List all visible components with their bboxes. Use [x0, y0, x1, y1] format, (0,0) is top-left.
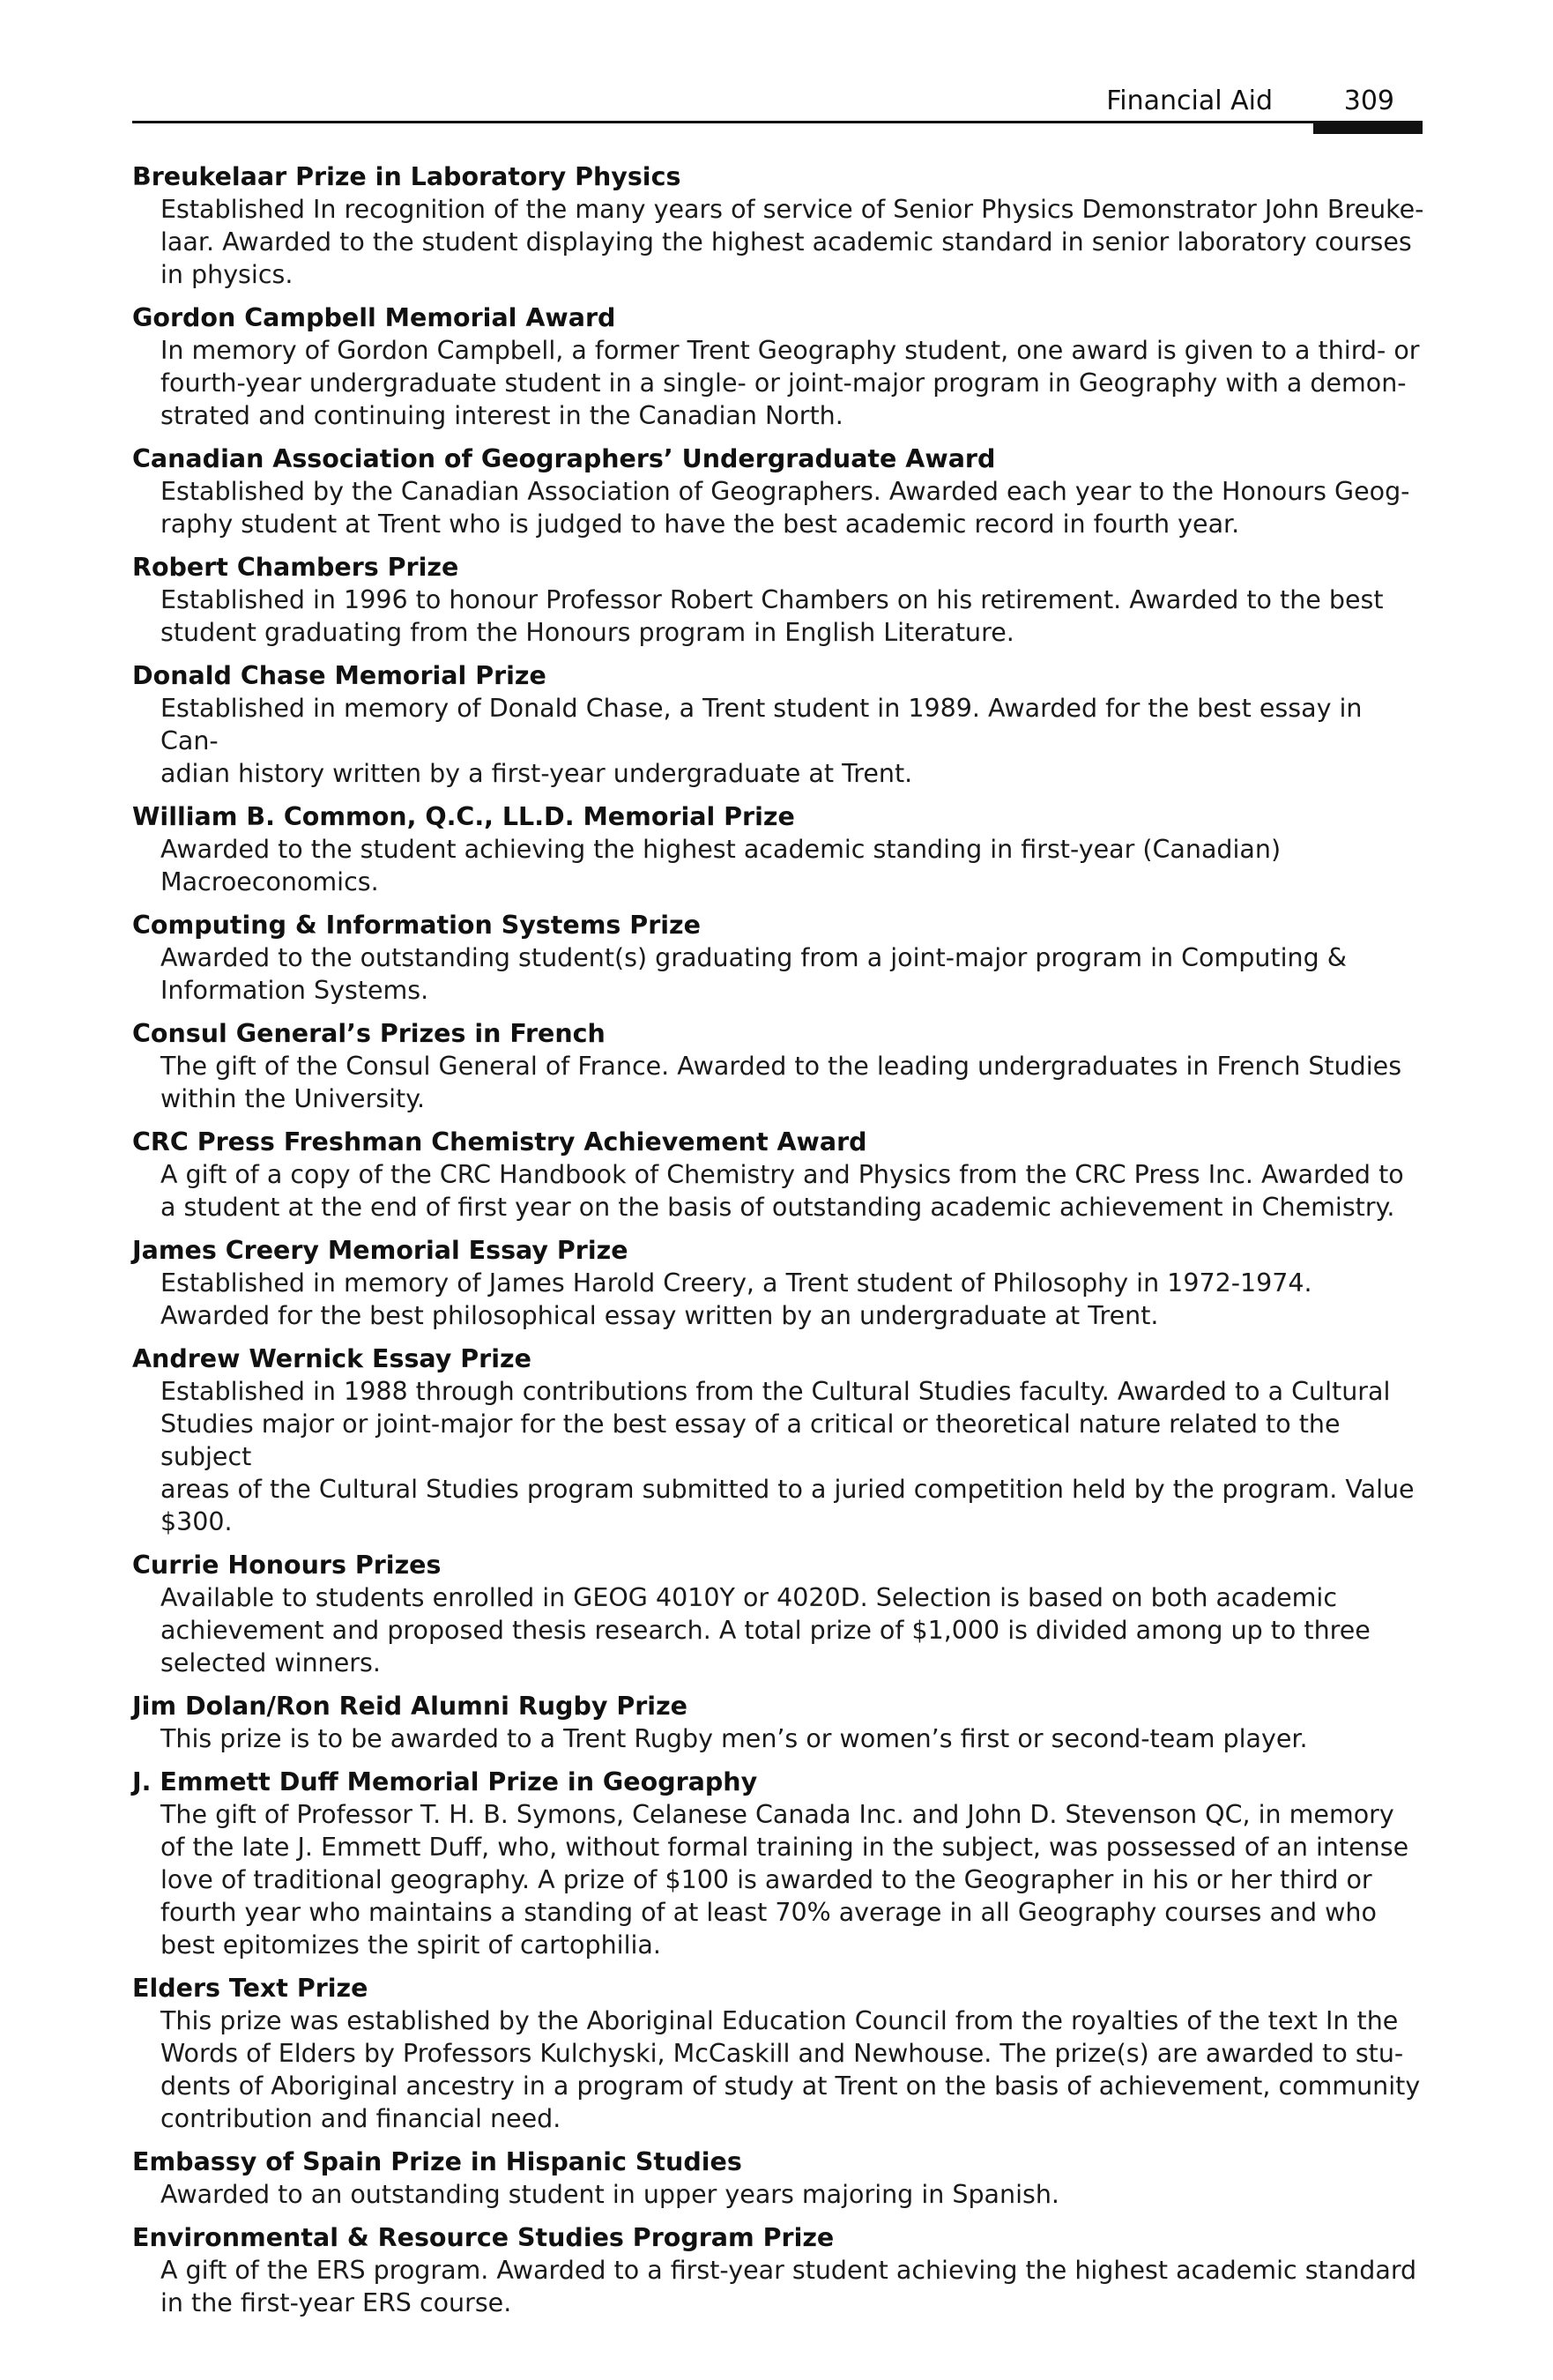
prize-entry — [132, 1766, 1426, 1961]
prize-title: Jim Dolan/Ron Reid Alumni Rugby Prize — [132, 1692, 687, 1721]
header-rule — [132, 121, 1423, 123]
prize-description — [160, 475, 1426, 540]
description-line: raphy student at Trent who is judged to have the best academic record in fourth year. — [160, 509, 1240, 539]
prize-entry — [132, 1342, 1426, 1538]
description-line: Awarded to an outstanding student in upper years majoring in Spanish. — [160, 2180, 1059, 2209]
prize-description — [160, 1375, 1426, 1538]
description-line: selected winners. — [160, 1648, 381, 1677]
description-line: In memory of Gordon Campbell, a former Trent Geography student, one award is given to a third- or — [160, 336, 1420, 365]
description-line: love of traditional geography. A prize of $100 is awarded to the Geographer in his or her third or — [160, 1865, 1372, 1894]
prize-description — [160, 1267, 1426, 1332]
prize-title: Breukelaar Prize in Laboratory Physics — [132, 162, 681, 191]
prize-entry — [132, 1126, 1426, 1223]
prize-description — [160, 833, 1426, 898]
description-line: a student at the end of first year on the basis of outstanding academic achievement in Chemistry. — [160, 1193, 1395, 1222]
prize-description — [160, 334, 1426, 432]
description-line: strated and continuing interest in the Canadian North. — [160, 401, 843, 430]
description-line: within the University. — [160, 1084, 426, 1113]
description-line: Available to students enrolled in GEOG 4010Y or 4020D. Selection is based on both academic — [160, 1583, 1338, 1612]
description-line: areas of the Cultural Studies program submitted to a juried competition held by the program. Value — [160, 1475, 1415, 1504]
prize-entry — [132, 443, 1426, 540]
description-line: A gift of a copy of the CRC Handbook of Chemistry and Physics from the CRC Press Inc. Awarded to — [160, 1160, 1404, 1189]
prize-title: Donald Chase Memorial Prize — [132, 661, 546, 690]
prize-title: CRC Press Freshman Chemistry Achievement Award — [132, 1127, 867, 1157]
description-line: Macroeconomics. — [160, 867, 379, 896]
prize-description — [160, 193, 1426, 291]
description-line: Awarded to the outstanding student(s) graduating from a joint-major program in Computing & — [160, 943, 1347, 972]
description-line: laar. Awarded to the student displaying the highest academic standard in senior laboratory courses — [160, 227, 1412, 257]
prize-entry — [132, 2221, 1426, 2319]
running-head-section: Financial Aid — [1106, 86, 1273, 116]
prize-entry — [132, 1549, 1426, 1679]
prize-description — [160, 1050, 1426, 1115]
prize-title: J. Emmett Duff Memorial Prize in Geography — [132, 1767, 758, 1796]
prize-description — [160, 1158, 1426, 1223]
prize-title: Robert Chambers Prize — [132, 553, 459, 582]
prize-description — [160, 941, 1426, 1007]
prize-description — [160, 2004, 1426, 2135]
page-number: 309 — [1343, 86, 1394, 116]
prize-description — [160, 1798, 1426, 1961]
page-header — [132, 78, 1423, 123]
prize-title: William B. Common, Q.C., LL.D. Memorial Prize — [132, 802, 795, 831]
description-line: best epitomizes the spirit of cartophilia. — [160, 1930, 661, 1960]
prize-entry — [132, 800, 1426, 898]
prize-list — [132, 160, 1426, 2330]
description-line: A gift of the ERS program. Awarded to a first-year student achieving the highest academic standard — [160, 2256, 1417, 2285]
prize-entry — [132, 1690, 1426, 1755]
description-line: Awarded to the student achieving the highest academic standing in first-year (Canadian) — [160, 835, 1282, 864]
prize-entry — [132, 1972, 1426, 2135]
prize-entry — [132, 1017, 1426, 1115]
description-line: Established in 1996 to honour Professor Robert Chambers on his retirement. Awarded to the best — [160, 585, 1384, 614]
description-line: Established by the Canadian Association of Geographers. Awarded each year to the Honours Geog- — [160, 477, 1410, 506]
description-line: Established in memory of James Harold Creery, a Trent student of Philosophy in 1972-1974. — [160, 1268, 1312, 1298]
prize-entry — [132, 909, 1426, 1007]
description-line: Words of Elders by Professors Kulchyski, McCaskill and Newhouse. The prize(s) are awarded to stu- — [160, 2039, 1404, 2068]
description-line: This prize is to be awarded to a Trent Rugby men’s or women’s first or second-team player. — [160, 1724, 1308, 1753]
description-line: fourth-year undergraduate student in a single- or joint-major program in Geography with a demon- — [160, 368, 1407, 398]
description-line: student graduating from the Honours program in English Literature. — [160, 618, 1014, 647]
prize-title: James Creery Memorial Essay Prize — [132, 1236, 628, 1265]
header-bar — [1313, 122, 1423, 134]
prize-title: Embassy of Spain Prize in Hispanic Studies — [132, 2147, 742, 2176]
prize-entry — [132, 1234, 1426, 1332]
prize-title: Computing & Information Systems Prize — [132, 911, 701, 940]
prize-title: Elders Text Prize — [132, 1974, 368, 2003]
description-line: Awarded for the best philosophical essay written by an undergraduate at Trent. — [160, 1301, 1159, 1330]
description-line: adian history written by a first-year undergraduate at Trent. — [160, 759, 913, 788]
prize-description — [160, 1581, 1426, 1679]
prize-title: Currie Honours Prizes — [132, 1551, 442, 1580]
prize-description — [160, 2178, 1426, 2211]
prize-description — [160, 2254, 1426, 2319]
prize-title: Gordon Campbell Memorial Award — [132, 303, 616, 332]
prize-title: Canadian Association of Geographers’ Undergraduate Award — [132, 444, 996, 473]
description-line: fourth year who maintains a standing of at least 70% average in all Geography courses and who — [160, 1898, 1377, 1927]
description-line: Studies major or joint-major for the best essay of a critical or theoretical nature related to the subject — [160, 1409, 1341, 1471]
prize-entry — [132, 2146, 1426, 2211]
description-line: dents of Aboriginal ancestry in a program of study at Trent on the basis of achievement, community — [160, 2071, 1421, 2101]
prize-description — [160, 1722, 1426, 1755]
description-line: Established in 1988 through contributions from the Cultural Studies faculty. Awarded to a Cultural — [160, 1377, 1391, 1406]
prize-title: Consul General’s Prizes in French — [132, 1019, 606, 1048]
description-line: Information Systems. — [160, 976, 429, 1005]
description-line: The gift of the Consul General of France. Awarded to the leading undergraduates in French Studies — [160, 1052, 1402, 1081]
prize-entry — [132, 551, 1426, 649]
description-line: of the late J. Emmett Duff, who, without formal training in the subject, was possessed of an intense — [160, 1833, 1409, 1862]
prize-description — [160, 584, 1426, 649]
description-line: $300. — [160, 1507, 233, 1536]
description-line: achievement and proposed thesis research. A total prize of $1,000 is divided among up to three — [160, 1616, 1371, 1645]
description-line: This prize was established by the Aboriginal Education Council from the royalties of the text In the — [160, 2006, 1399, 2035]
prize-title: Environmental & Resource Studies Program Prize — [132, 2223, 835, 2252]
description-line: contribution and financial need. — [160, 2104, 561, 2133]
prize-title: Andrew Wernick Essay Prize — [132, 1344, 531, 1373]
prize-description — [160, 692, 1426, 790]
description-line: Established In recognition of the many years of service of Senior Physics Demonstrator John Breuke- — [160, 195, 1424, 224]
prize-entry — [132, 301, 1426, 432]
description-line: in physics. — [160, 260, 294, 289]
description-line: in the first-year ERS course. — [160, 2288, 512, 2317]
description-line: Established in memory of Donald Chase, a Trent student in 1989. Awarded for the best essay in Can- — [160, 694, 1363, 755]
prize-entry — [132, 160, 1426, 291]
description-line: The gift of Professor T. H. B. Symons, Celanese Canada Inc. and John D. Stevenson QC, in memory — [160, 1800, 1394, 1829]
prize-entry — [132, 659, 1426, 790]
